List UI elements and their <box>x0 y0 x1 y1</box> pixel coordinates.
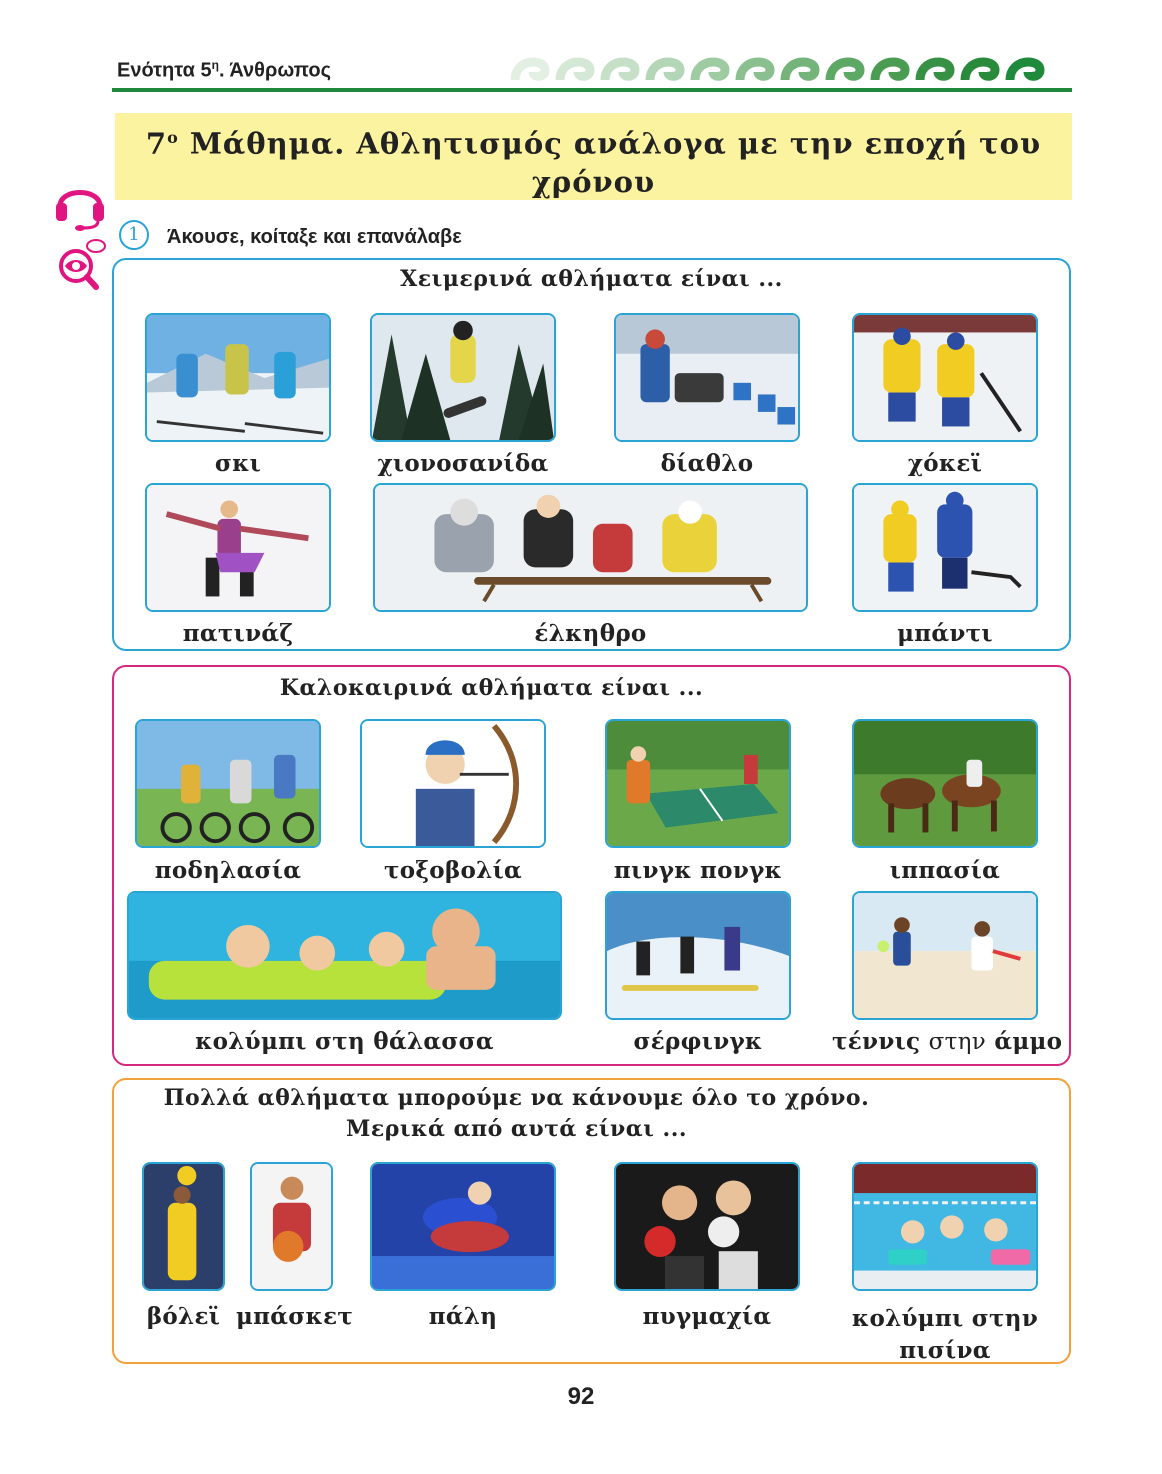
surfing-photo <box>605 891 791 1020</box>
label-horse-riding: ιππασία <box>889 857 1001 884</box>
basketball-photo <box>250 1162 333 1291</box>
greek-wave-ornament <box>505 48 1072 88</box>
exercise-instruction: Άκουσε, κοίταξε και επανάλαβε <box>167 226 462 248</box>
label-hockey: χόκεϊ <box>907 450 983 477</box>
lesson-title: $7^o$ Μάθημα. Αθλητισμός ανάλογα με την εποχή του χρόνου <box>115 113 1072 200</box>
ping-pong-photo <box>605 719 791 848</box>
page-number: 92 <box>567 1383 595 1410</box>
horse-riding-photo <box>852 719 1038 848</box>
eye-magnifier-icon <box>56 238 112 290</box>
label-ski: σκι <box>214 450 262 477</box>
snowboard-photo <box>370 313 556 442</box>
cycling-photo <box>135 719 321 848</box>
label-bandy: μπάντι <box>897 620 993 647</box>
label-figure-skating: πατινάζ <box>182 620 294 647</box>
beach-tennis-photo <box>852 891 1038 1020</box>
header-divider <box>112 88 1072 92</box>
summer-heading: Καλοκαιρινά αθλήματα είναι ... <box>279 675 704 701</box>
winter-heading: Χειμερινά αθλήματα είναι ... <box>400 266 783 292</box>
label-boxing: πυγμαχία <box>642 1303 772 1330</box>
label-beach-tennis: τέννις στην άμμο <box>832 1028 1063 1055</box>
volleyball-photo <box>142 1162 225 1291</box>
label-volleyball: βόλεϊ <box>146 1303 221 1330</box>
ski-photo <box>145 313 331 442</box>
label-snowboard: χιονοσανίδα <box>377 450 549 477</box>
figure-skating-photo <box>145 483 331 612</box>
label-ping-pong: πινγκ πονγκ <box>613 857 783 884</box>
wrestling-photo <box>370 1162 556 1291</box>
boxing-photo <box>614 1162 800 1291</box>
bandy-photo <box>852 483 1038 612</box>
label-archery: τοξοβολία <box>383 857 523 884</box>
hockey-photo <box>852 313 1038 442</box>
biathlon-photo <box>614 313 800 442</box>
sea-swimming-photo <box>127 891 562 1020</box>
headphones-icon <box>52 176 108 232</box>
pool-swimming-photo <box>852 1162 1038 1291</box>
archery-photo <box>360 719 546 848</box>
label-sea-swimming: κολύμπι στη θάλασσα <box>195 1028 494 1055</box>
label-biathlon: δίαθλο <box>660 450 754 477</box>
sledge-photo <box>373 483 808 612</box>
all-year-heading: Πολλά αθλήματα μπορούμε να κάνουμε όλο το χρόνο. Μερικά από αυτά είναι ... <box>163 1085 870 1142</box>
exercise-number: 1 <box>119 220 149 250</box>
label-wrestling: πάλη <box>428 1303 498 1330</box>
label-surfing: σέρφινγκ <box>633 1028 763 1055</box>
label-basketball: μπάσκετ <box>236 1303 354 1330</box>
label-pool-swimming: κολύμπι στην πισίνα <box>851 1305 1039 1364</box>
unit-header: Ενότητα $5^\eta$. Άνθρωπος <box>117 58 332 82</box>
label-sledge: έλκηθρο <box>534 620 647 647</box>
label-cycling: ποδηλασία <box>154 857 302 884</box>
